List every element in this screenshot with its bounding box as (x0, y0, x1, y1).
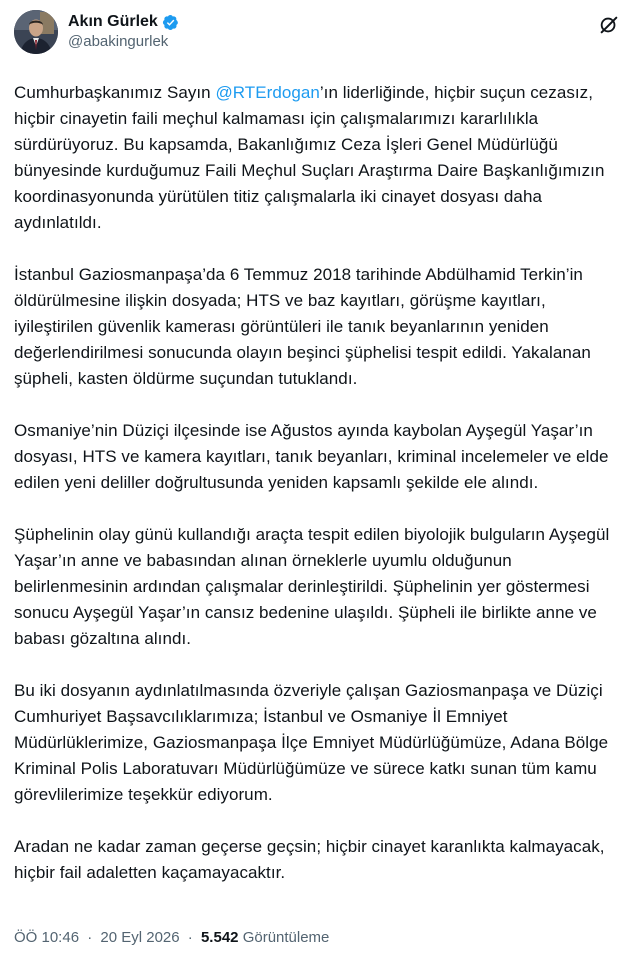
p1-text-before: Cumhurbaşkanımız Sayın (14, 83, 216, 102)
tweet-paragraph-1 (14, 80, 624, 236)
tweet-paragraph-4: Şüphelinin olay günü kullandığı araçta tespit edilen biyolojik bulguların Ayşegül Yaşar’ın anne ve babasından alınan örneklerle uyumlu olduğunun belirlenmesinin ardından çalışmalar derinleştirildi. Şüphelinin yer göstermesi sonucu Ayşegül Yaşar’ın cansız bedenine ulaşıldı. Şüpheli ile birlikte anne ve babası gözaltına alındı. (14, 525, 610, 648)
name-row (68, 12, 179, 32)
avatar-image (14, 10, 58, 54)
verified-badge-icon[interactable] (162, 14, 179, 31)
tweet-time[interactable]: ÖÖ 10:46 (14, 929, 80, 946)
tweet-header (14, 10, 624, 62)
views-label: Görüntüleme (242, 929, 330, 946)
mention-link[interactable]: @RTErdogan (215, 83, 320, 102)
author-display-name[interactable]: Akın Gürlek (68, 13, 158, 30)
grok-icon[interactable] (598, 14, 620, 36)
tweet-paragraph-6: Aradan ne kadar zaman geçerse geçsin; hiçbir cinayet karanlıkta kalmayacak, hiçbir fail adaletten kaçamayacaktır. (14, 837, 605, 882)
p1-text-after: ’ın liderliğinde, hiçbir suçun cezasız, hiçbir cinayetin faili meçhul kalmaması için çalışmalarımızı kararlılıkla sürdürüyoruz. Bu kapsamda, Bakanlığımız Ceza İşleri Genel Müdürlüğü bünyesinde kurduğumuz Faili Meçhul Suçları Araştırma Daire Başkanlığımızın koordinasyonunda yürütülen titiz çalışmalarla iki cinayet dosyası daha aydınlatıldı. (14, 83, 605, 232)
meta-separator: · (87, 929, 93, 946)
views-count: 5.542 (200, 929, 239, 946)
tweet-meta (14, 928, 329, 948)
author-names (68, 12, 179, 52)
author-handle[interactable]: @abakingurlek (68, 33, 169, 50)
tweet-paragraph-5: Bu iki dosyanın aydınlatılmasında özveriyle çalışan Gaziosmanpaşa ve Düziçi Cumhuriyet Başsavcılıklarımıza; İstanbul ve Osmaniye İl Emniyet Müdürlüklerimize, Gaziosmanpaşa İlçe Emniyet Müdürlüğümüze, Adana Bölge Kriminal Polis Laboratuvarı Müdürlüğümüze ve sürece katkı sunan tüm kamu görevlilerimize teşekkür ediyorum. (14, 681, 609, 804)
tweet-date[interactable]: 20 Eyl 2026 (100, 929, 180, 946)
tweet-paragraph-2: İstanbul Gaziosmanpaşa’da 6 Temmuz 2018 tarihinde Abdülhamid Terkin’in öldürülmesine ilişkin dosyada; HTS ve baz kayıtları, görüşme kayıtları, iyileştirilen güvenlik kamerası görüntüleri ile tanık beyanlarının yeniden değerlendirilmesi sonucunda olayın beşinci şüphelisi tespit edildi. Yakalanan şüpheli, kasten öldürme suçundan tutuklandı. (14, 265, 591, 388)
tweet-text (14, 80, 624, 886)
meta-separator-2: · (187, 929, 193, 946)
author-avatar[interactable] (14, 10, 58, 54)
tweet-paragraph-3: Osmaniye’nin Düziçi ilçesinde ise Ağustos ayında kaybolan Ayşegül Yaşar’ın dosyası, HTS ve kamera kayıtları, tanık beyanları, kriminal incelemeler ve elde edilen yeni deliller doğrultusunda yeniden kapsamlı şekilde ele alındı. (14, 421, 609, 492)
